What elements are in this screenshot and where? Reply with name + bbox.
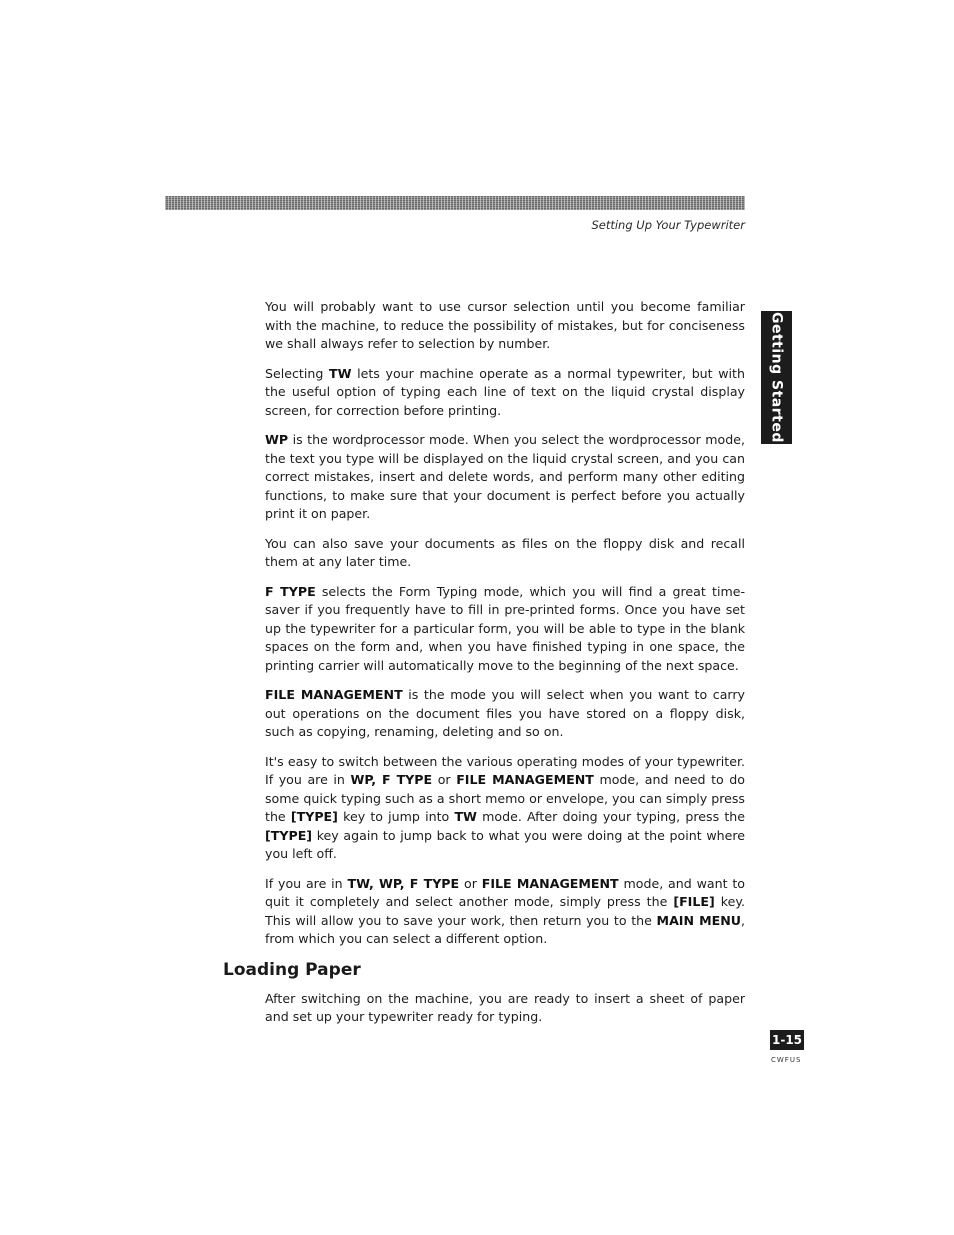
mode-switch-paragraph: It's easy to switch between the various operating modes of your typewriter. If you are in WP, F TYPE or FILE MANAGEMENT mode, and need to do some quick typing such as a short memo or envelope, you can simply press the [TYPE] key to jump into TW mode. After doing your typing, press the [TYPE] key again to jump back to what you were doing at the point where you left off. <box>265 753 745 861</box>
paragraph: You can also save your documents as files on the floppy disk and recall them at any later time. <box>265 535 745 569</box>
paragraph: FILE MANAGEMENT is the mode you will select when you want to carry out operations on the document files you have stored on a floppy disk, such as copying, renaming, deleting and so on. <box>265 687 745 739</box>
running-head: Setting Up Your Typewriter <box>591 218 745 232</box>
header-rule <box>165 196 745 210</box>
paragraph: WP is the wordprocessor mode. When you select the wordprocessor mode, the text you type will be displayed on the liquid crystal screen, and you can correct mistakes, insert and delete words, and perform many other editing functions, to make sure that your document is perfect before you actually print it on paper. <box>265 432 745 521</box>
body-text <box>223 298 746 1038</box>
paragraph: F TYPE selects the Form Typing mode, which you will find a great time-saver if you frequently have to fill in pre-printed forms. Once you have set up the typewriter for a particular form, you will be able to type in the blank spaces on the form and, when you have finished typing in one space, the printing carrier will automatically move to the beginning of the next space. <box>265 583 746 673</box>
section-heading: Loading Paper <box>223 959 361 980</box>
paragraph: Selecting TW lets your machine operate as a normal typewriter, but with the useful option of typing each line of text on the liquid crystal display screen, for correction before printing. <box>265 365 745 418</box>
section-paragraph: After switching on the machine, you are ready to insert a sheet of paper and set up your typewriter ready for typing. <box>265 990 745 1024</box>
section-tab <box>761 311 792 444</box>
footer-code: CWFUS <box>771 1056 802 1064</box>
paragraph: You will probably want to use cursor selection until you become familiar with the machine, to reduce the possibility of mistakes, but for conciseness we shall always refer to selection by number. <box>265 299 745 351</box>
section-tab-label: Getting Started <box>768 312 785 443</box>
page-number: 1-15 <box>770 1030 804 1050</box>
mode-quit-paragraph: If you are in TW, WP, F TYPE or FILE MANAGEMENT mode, and want to quit it completely and select another mode, simply press the [FILE] key. This will allow you to save your work, then return you to the MAIN MENU, from which you can select a different option. <box>265 875 746 946</box>
